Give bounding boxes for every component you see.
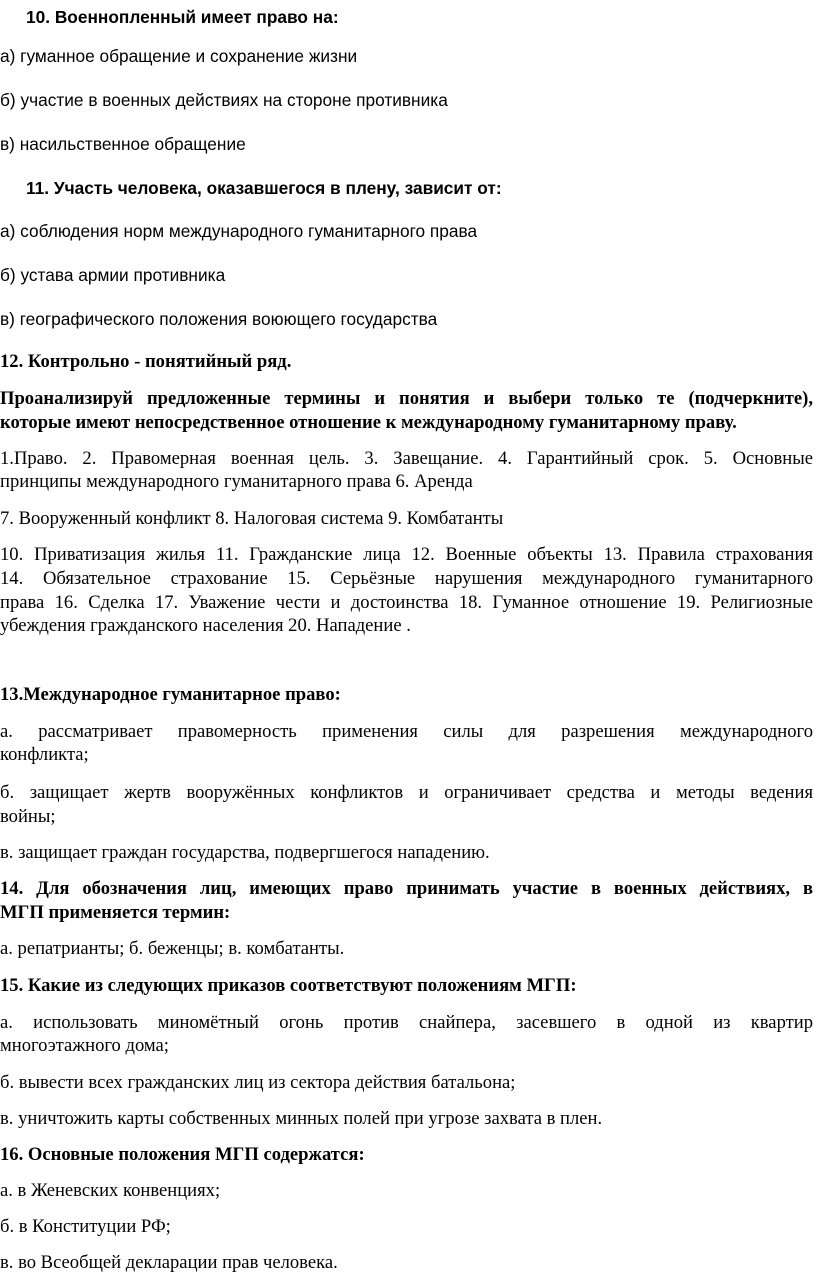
- question-16-option-a: а. в Женевских конвенциях;: [0, 1180, 221, 1201]
- question-10-option-a: а) гуманное обращение и сохранение жизни: [0, 46, 358, 66]
- question-13-heading: 13.Международное гуманитарное право:: [0, 684, 341, 705]
- question-10-option-b: б) участие в военных действиях на стороне противника: [0, 90, 448, 110]
- question-11-option-b: б) устава армии противника: [0, 265, 226, 285]
- question-12-terms-line-3: 7. Вооруженный конфликт 8. Налоговая система 9. Комбатанты: [0, 508, 504, 529]
- question-13-option-b-line-2: войны;: [0, 806, 56, 827]
- question-16-option-b: б. в Конституции РФ;: [0, 1216, 171, 1237]
- question-12-heading: 12. Контрольно - понятийный ряд.: [0, 351, 292, 372]
- question-16-option-c: в. во Всеобщей декларации прав человека.: [0, 1252, 338, 1273]
- question-12-instruction-line-2: которые имеют непосредственное отношение к международному гуманитарному праву.: [0, 412, 737, 433]
- question-15-heading: 15. Какие из следующих приказов соответствуют положениям МГП:: [0, 975, 577, 996]
- question-11-heading: 11. Участь человека, оказавшегося в плену, зависит от:: [26, 178, 502, 198]
- question-10-heading: 10. Военнопленный имеет право на:: [26, 7, 339, 27]
- question-12-terms-line-1: 1.Право. 2. Правомерная военная цель. 3. Завещание. 4. Гарантийный срок. 5. Основные: [0, 448, 813, 469]
- question-13-option-a-line-1: а. рассматривает правомерность применения силы для разрешения международного: [0, 721, 813, 742]
- question-12-terms-line-7: убеждения гражданского населения 20. Нападение .: [0, 615, 411, 636]
- question-12-terms-line-5: 14. Обязательное страхование 15. Серьёзные нарушения международного гуманитарного: [0, 568, 813, 589]
- question-12-terms-line-6: права 16. Сделка 17. Уважение чести и достоинства 18. Гуманное отношение 19. Религиозные: [0, 592, 813, 613]
- question-14-heading-line-1: 14. Для обозначения лиц, имеющих право принимать участие в военных действиях, в: [0, 878, 813, 899]
- question-14-answers: а. репатрианты; б. беженцы; в. комбатанты.: [0, 938, 345, 959]
- question-13-option-a-line-2: конфликта;: [0, 744, 89, 765]
- question-15-option-b: б. вывести всех гражданских лиц из сектора действия батальона;: [0, 1072, 516, 1093]
- question-12-terms-line-2: принципы международного гуманитарного права 6. Аренда: [0, 471, 473, 492]
- question-11-option-a: а) соблюдения норм международного гуманитарного права: [0, 221, 478, 241]
- question-15-option-a-line-1: а. использовать миномётный огонь против снайпера, засевшего в одной из квартир: [0, 1012, 813, 1033]
- question-15-option-c: в. уничтожить карты собственных минных полей при угрозе захвата в плен.: [0, 1108, 603, 1129]
- question-12-terms-line-4: 10. Приватизация жилья 11. Гражданские лица 12. Военные объекты 13. Правила страхования: [0, 544, 813, 565]
- question-12-instruction-line-1: Проанализируй предложенные термины и понятия и выбери только те (подчеркните),: [0, 388, 813, 409]
- question-14-heading-line-2: МГП применяется термин:: [0, 902, 231, 923]
- question-10-option-c: в) насильственное обращение: [0, 134, 246, 154]
- question-13-option-c: в. защищает граждан государства, подвергшегося нападению.: [0, 842, 490, 863]
- question-13-option-b-line-1: б. защищает жертв вооружённых конфликтов и ограничивает средства и методы ведения: [0, 782, 813, 803]
- question-11-option-c: в) географического положения воюющего государства: [0, 309, 438, 329]
- question-16-heading: 16. Основные положения МГП содержатся:: [0, 1144, 365, 1165]
- question-15-option-a-line-2: многоэтажного дома;: [0, 1035, 169, 1056]
